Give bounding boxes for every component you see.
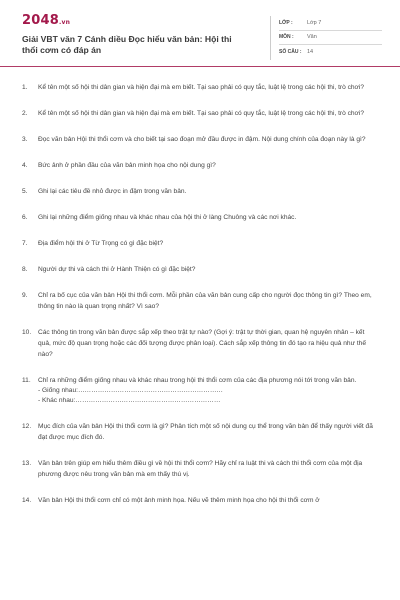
answer-line-similar: - Giống nhau:………………………………………………………… xyxy=(38,387,224,394)
question-item xyxy=(22,458,382,480)
question-item xyxy=(22,108,382,119)
question-number: 5. xyxy=(22,188,28,195)
meta-value: 14 xyxy=(307,49,314,56)
question-number: 1. xyxy=(22,84,28,91)
question-text: Văn bản Hội thi thổi cơm chỉ có một ảnh minh họa. Nếu vẽ thêm minh họa cho hội thi thổi cơm ở xyxy=(38,497,320,504)
meta-label: MÔN : xyxy=(279,34,294,41)
meta-label: SỐ CÂU : xyxy=(279,49,302,56)
question-text: Ghi lại những điểm giống nhau và khác nhau của hội thi ở làng Chuông và các nơi khác. xyxy=(38,214,297,221)
question-item xyxy=(22,134,382,145)
question-item xyxy=(22,327,382,360)
question-number: 12. xyxy=(22,423,32,430)
meta-value: Lớp 7 xyxy=(307,19,322,26)
question-text: Đọc văn bản Hội thi thổi cơm và cho biết tại sao đoạn mở đầu được in đậm. Nội dung chính của đoạn này là gì? xyxy=(38,136,366,143)
answer-line-different: - Khác nhau:………………………………………………………… xyxy=(38,397,221,404)
question-number: 10. xyxy=(22,329,32,336)
question-number: 11. xyxy=(22,377,31,384)
question-item xyxy=(22,238,382,249)
question-item xyxy=(22,375,382,406)
question-text: Chỉ ra bố cục của văn bản Hội thi thổi cơm. Mỗi phần của văn bản cung cấp cho người đọc thông tin gì? Theo em, thông tin nào là quan trọng nhất? Vì sao? xyxy=(38,292,372,310)
question-item xyxy=(22,160,382,171)
logo-main: 2048 xyxy=(22,13,59,28)
meta-label: LỚP : xyxy=(279,19,293,26)
meta-box xyxy=(270,16,382,60)
question-item xyxy=(22,290,382,312)
question-number: 9. xyxy=(22,292,28,299)
question-text: Địa điểm hội thi ở Từ Trọng có gì đặc biệt? xyxy=(38,240,164,247)
header-divider xyxy=(0,66,400,68)
question-number: 14. xyxy=(22,497,32,504)
question-item xyxy=(22,82,382,93)
question-body xyxy=(38,375,382,406)
meta-row-count xyxy=(279,45,382,60)
question-number: 6. xyxy=(22,214,28,221)
question-number: 3. xyxy=(22,136,28,143)
question-item xyxy=(22,495,382,506)
question-number: 8. xyxy=(22,266,28,273)
question-text: Các thông tin trong văn bản được sắp xếp theo trật tự nào? (Gợi ý: trật tự thời gian, quan hệ nguyên nhân – kết quả, mức độ quan trọng hoặc các đối tượng được phân loại). Cách sắp xếp thông tin đó tạo ra hiệu quả như thế nào? xyxy=(38,329,366,358)
question-number: 2. xyxy=(22,110,28,117)
question-number: 7. xyxy=(22,240,28,247)
logo-suffix: .vn xyxy=(58,19,71,26)
meta-row-subject xyxy=(279,31,382,46)
document-title: Giải VBT văn 7 Cánh diều Đọc hiểu văn bản: Hội thi thổi cơm có đáp án xyxy=(22,34,232,55)
question-text: Ghi lại các tiêu đề nhỏ được in đậm trong văn bản. xyxy=(38,188,187,195)
question-text: Chỉ ra những điểm giống nhau và khác nhau trong hội thi thổi cơm của các địa phương nói tới trong văn bản. xyxy=(38,377,357,384)
question-number: 4. xyxy=(22,162,28,169)
question-item xyxy=(22,264,382,275)
question-text: Văn bản trên giúp em hiểu thêm điều gì về hội thi thổi cơm? Hãy chỉ ra luật thi và cách thi thổi cơm của một địa phương được nêu trong văn bản mà em thấy thú vị. xyxy=(38,460,363,478)
meta-value: Văn xyxy=(307,34,317,41)
question-text: Người dự thi và cách thi ở Hành Thiện có gì đặc biệt? xyxy=(38,266,196,273)
question-item xyxy=(22,421,382,443)
question-text: Mục đích của văn bản Hội thi thổi cơm là gì? Phân tích một số nội dung cụ thể trong văn bản để thấy người viết đã đạt được mục đích đó. xyxy=(38,423,373,441)
header xyxy=(22,14,382,66)
header-left xyxy=(22,14,247,60)
question-list xyxy=(22,82,382,506)
question-item xyxy=(22,212,382,223)
meta-row-class xyxy=(279,16,382,31)
site-logo[interactable] xyxy=(22,14,247,30)
question-number: 13. xyxy=(22,460,32,467)
question-text: Kể tên một số hội thi dân gian và hiện đại mà em biết. Tại sao phải có quy tắc, luật lệ trong các hội thi, trò chơi? xyxy=(38,110,365,117)
question-text: Bức ảnh ở phần đầu của văn bản minh họa cho nội dung gì? xyxy=(38,162,216,169)
question-text: Kể tên một số hội thi dân gian và hiện đại mà em biết. Tại sao phải có quy tắc, luật lệ trong các hội thi, trò chơi? xyxy=(38,84,365,91)
question-item xyxy=(22,186,382,197)
